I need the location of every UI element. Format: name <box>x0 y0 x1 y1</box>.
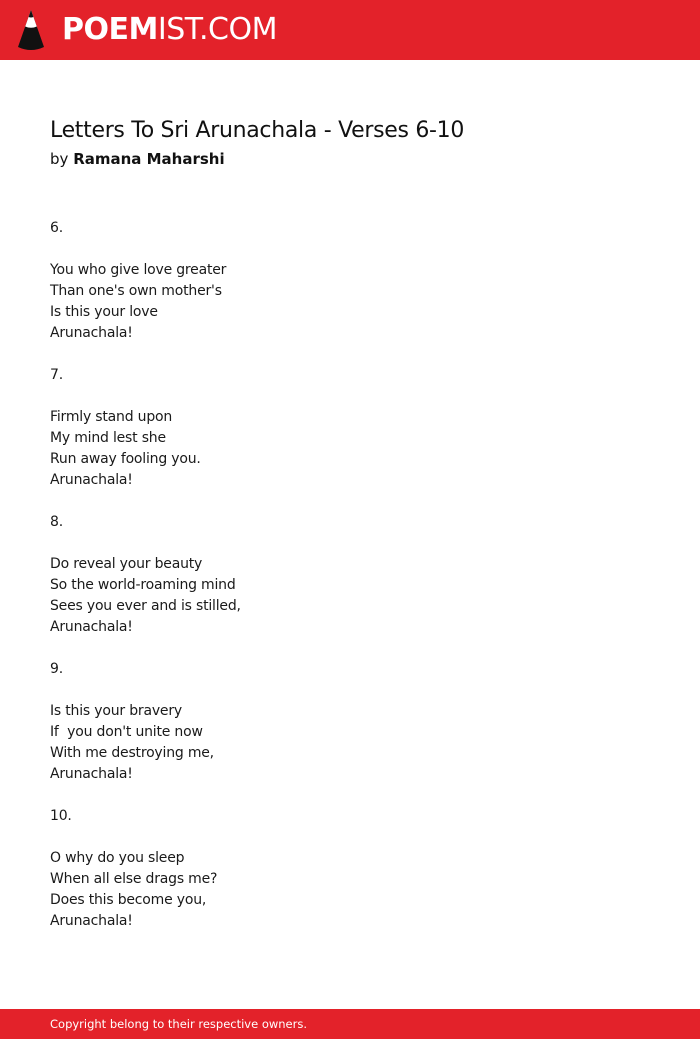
poem-line: 8. <box>50 514 63 530</box>
poem-line: 10. <box>50 808 72 824</box>
poem-line <box>50 785 650 806</box>
copyright-text: Copyright belong to their respective owners. <box>50 1017 308 1031</box>
poem-author: Ramana Maharshi <box>73 150 225 168</box>
poem-line: 7. <box>50 367 63 383</box>
pencil-icon <box>17 9 45 51</box>
poem-line: O why do you sleep <box>50 850 185 866</box>
poem-line: Arunachala! <box>50 619 133 635</box>
poem-line <box>50 344 650 365</box>
poem-line: Does this become you, <box>50 892 207 908</box>
by-label: by <box>50 150 69 168</box>
poem-line: Is this your bravery <box>50 703 182 719</box>
poem-line <box>50 638 650 659</box>
poem-line: Arunachala! <box>50 766 133 782</box>
poem-line: My mind lest she <box>50 430 166 446</box>
poem-line: Firmly stand upon <box>50 409 173 425</box>
poem-line: Do reveal your beauty <box>50 556 203 572</box>
poem-line: When all else drags me? <box>50 871 218 887</box>
poem-line: Arunachala! <box>50 325 133 341</box>
poem-line: Arunachala! <box>50 913 133 929</box>
site-logo[interactable] <box>62 12 277 48</box>
poem-line: Arunachala! <box>50 472 133 488</box>
poem-line: So the world-roaming mind <box>50 577 236 593</box>
poem-line: 9. <box>50 661 63 677</box>
poem-line: You who give love greater <box>50 262 227 278</box>
logo-light-text: IST.COM <box>157 12 277 47</box>
poem-line <box>50 533 650 554</box>
site-header <box>0 0 700 60</box>
logo-bold-text: POEM <box>62 12 158 47</box>
poem-line <box>50 386 650 407</box>
poem-body <box>50 218 650 932</box>
poem-title: Letters To Sri Arunachala - Verses 6-10 <box>50 118 465 143</box>
poem-byline <box>50 148 225 170</box>
poem-line <box>50 827 650 848</box>
poem-line: Than one's own mother's <box>50 283 222 299</box>
poem-line <box>50 239 650 260</box>
poem-line: Is this your love <box>50 304 158 320</box>
poem-line: Sees you ever and is stilled, <box>50 598 241 614</box>
poem-line: If you don't unite now <box>50 724 203 740</box>
poem-line <box>50 491 650 512</box>
poem-line: Run away fooling you. <box>50 451 201 467</box>
poem-line <box>50 680 650 701</box>
poem-line: 6. <box>50 220 63 236</box>
poem-line: With me destroying me, <box>50 745 214 761</box>
site-footer <box>0 1009 700 1039</box>
